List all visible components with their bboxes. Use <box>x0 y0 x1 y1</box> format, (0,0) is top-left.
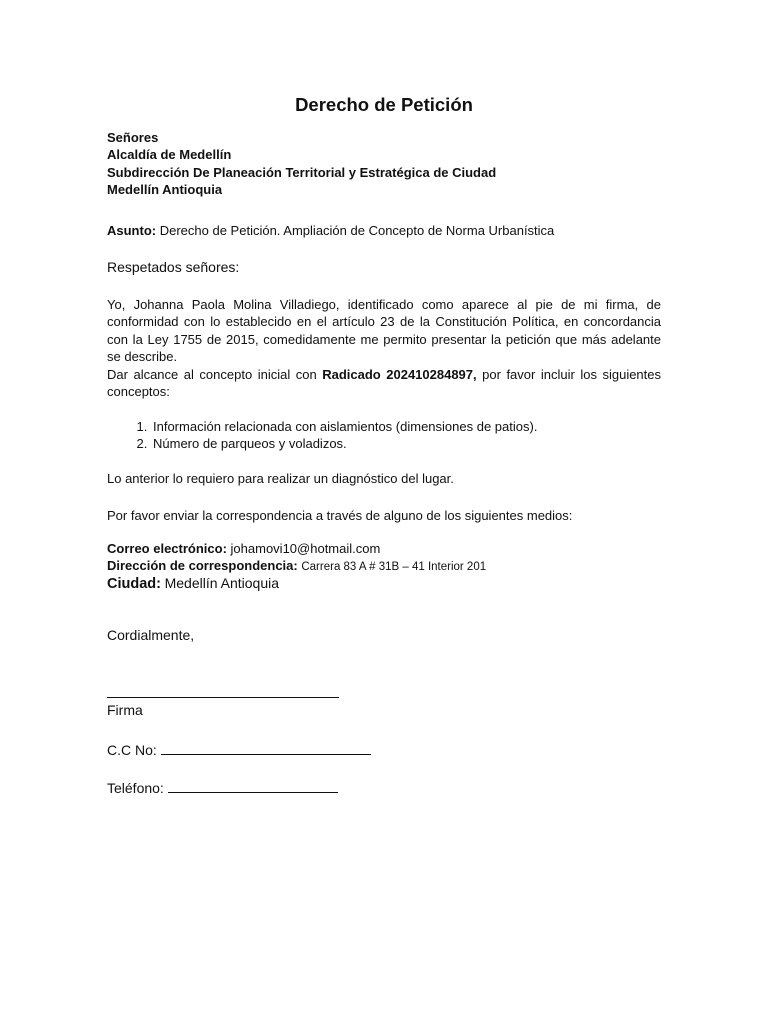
addressee-block <box>107 129 661 198</box>
city-label: Ciudad: <box>107 576 161 592</box>
signature-line <box>107 697 339 698</box>
intro-paragraph: Yo, Johanna Paola Molina Villadiego, identificado como aparece al pie de mi firma, de conformidad con lo establecido en el artículo 23 de la Constitución Política, en concordancia con la Ley 1755 de 2015, comedidamente me permito presentar la petición que más adelante se describe. <box>107 297 661 364</box>
signature-label: Firma <box>107 702 143 718</box>
subject-text: Derecho de Petición. Ampliación de Concepto de Norma Urbanística <box>159 223 555 238</box>
cc-blank <box>161 740 371 755</box>
phone-label: Teléfono: <box>107 780 164 796</box>
addressee-line: Alcaldía de Medellín <box>107 147 232 163</box>
document-title: Derecho de Petición <box>295 94 473 115</box>
list-item: 1. Información relacionada con aislamientos (dimensiones de patios). <box>151 418 661 435</box>
closing: Cordialmente, <box>107 627 195 643</box>
email-line <box>107 540 661 557</box>
email-value: johamovi10@hotmail.com <box>230 541 381 556</box>
cc-label: C.C No: <box>107 742 157 758</box>
purpose-paragraph: Lo anterior lo requiero para realizar un diagnóstico del lugar. <box>107 471 454 486</box>
subject-line <box>107 222 661 239</box>
city-line <box>107 575 661 593</box>
address-label: Dirección de correspondencia: <box>107 558 298 573</box>
email-label: Correo electrónico: <box>107 541 227 556</box>
contact-intro: Por favor enviar la correspondencia a través de alguno de los siguientes medios: <box>107 508 573 523</box>
addressee-line: Medellín Antioquia <box>107 181 223 197</box>
request-paragraph <box>107 366 661 401</box>
list-item: 2. Número de parqueos y voladizos. <box>151 435 661 452</box>
addressee-line: Señores <box>107 130 159 145</box>
address-value: Carrera 83 A # 31B – 41 Interior 201 <box>301 561 487 573</box>
addressee-line: Subdirección De Planeación Territorial y Estratégica de Ciudad <box>107 164 497 180</box>
request-text-after: por favor incluir los siguientes conceptos: <box>107 367 662 400</box>
request-text-before: Dar alcance al concepto inicial con <box>107 367 323 382</box>
phone-line <box>107 778 661 797</box>
cc-line <box>107 740 661 759</box>
address-line <box>107 557 661 576</box>
greeting: Respetados señores: <box>107 259 240 275</box>
subject-label: Asunto: <box>107 223 157 238</box>
city-value: Medellín Antioquia <box>164 575 280 591</box>
request-list <box>107 418 661 453</box>
radicado-number: Radicado 202410284897, <box>322 367 477 382</box>
phone-blank <box>168 778 338 793</box>
